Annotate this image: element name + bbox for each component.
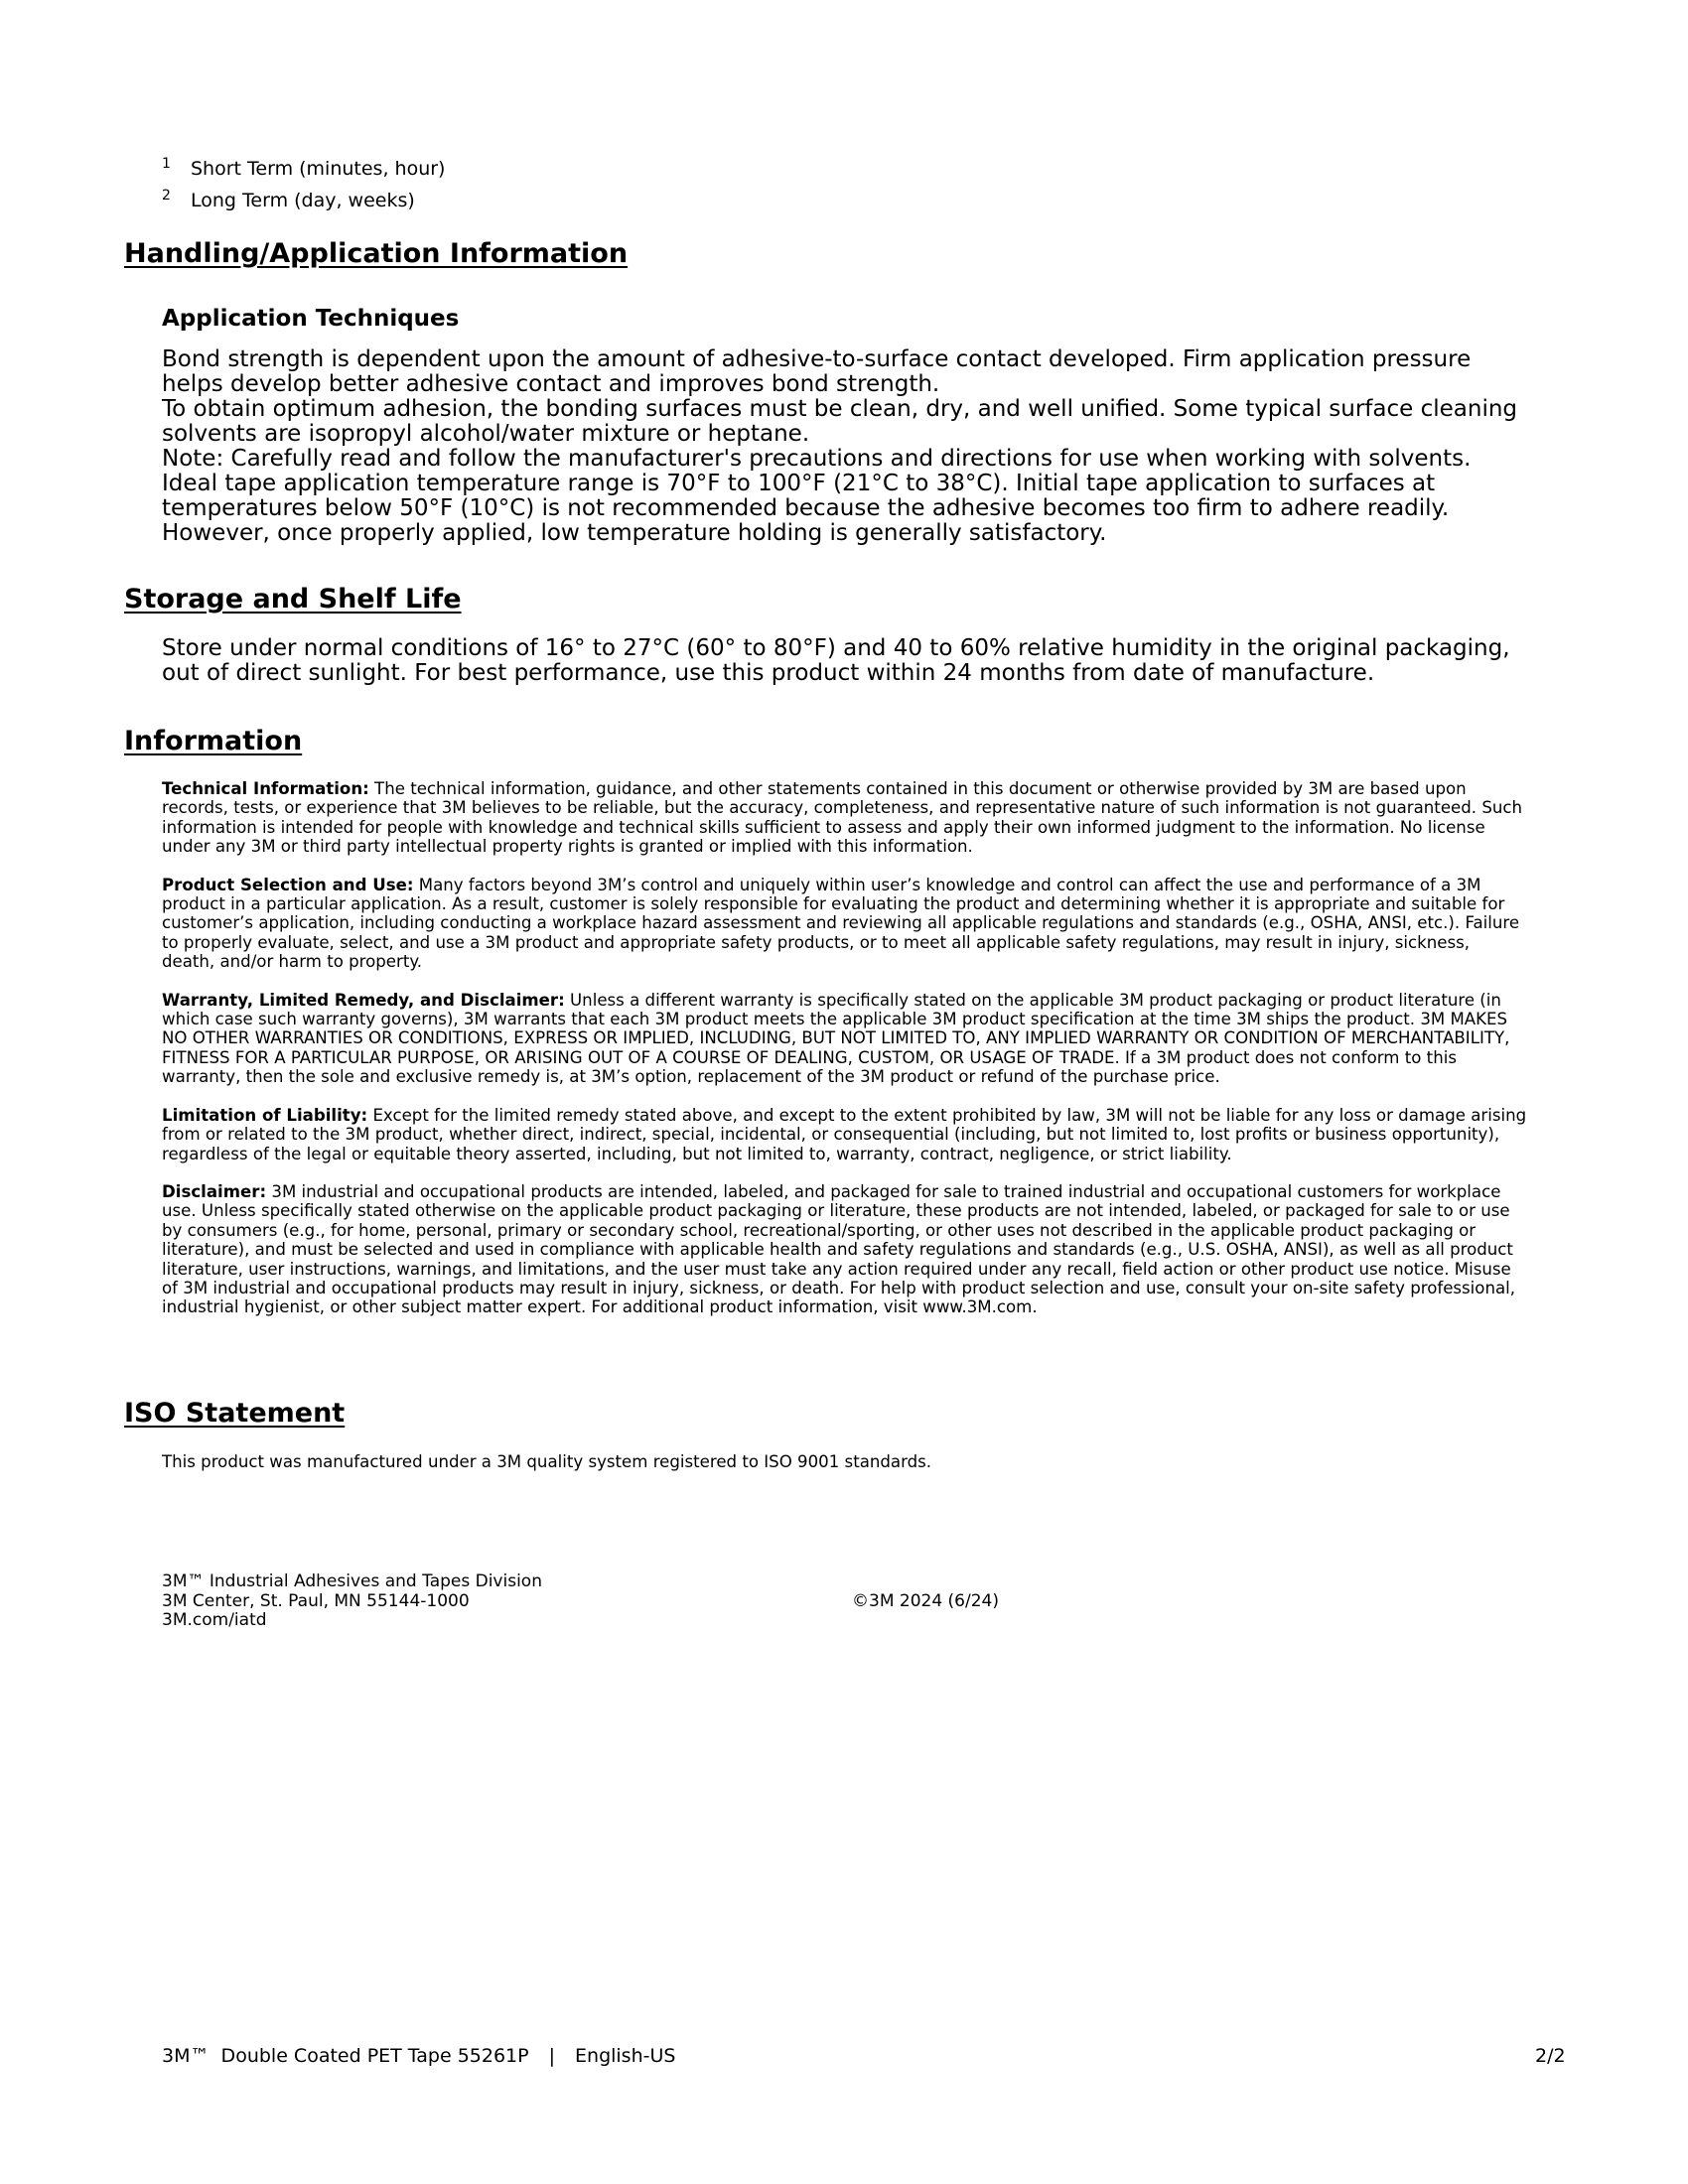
footnotes xyxy=(162,153,445,216)
info-lead: Limitation of Liability: xyxy=(162,1105,368,1125)
info-paragraph xyxy=(162,1106,1527,1163)
address-line: 3M Center, St. Paul, MN 55144-1000 xyxy=(162,1590,470,1611)
page-footer xyxy=(162,2045,675,2067)
paragraph: Note: Carefully read and follow the manufacturer's precautions and directions for use when working with solvents. xyxy=(162,446,1472,472)
address-line: 3M.com/iatd xyxy=(162,1610,267,1630)
paragraph: Store under normal conditions of 16° to 27°C (60° to 80°F) and 40 to 60% relative humidity in the original packaging, out of direct sunlight. For best performance, use this product within 24 months from date of manufacture. xyxy=(162,635,1510,686)
paragraph: Ideal tape application temperature range is 70°F to 100°F (21°C to 38°C). Initial tape application to surfaces at temperatures below 50°F (10°C) is not recommended because the adhesive becomes too firm to adhere readily. However, once properly applied, low temperature holding is generally satisfactory. xyxy=(162,471,1450,546)
footnote xyxy=(162,185,445,216)
info-paragraph xyxy=(162,876,1527,972)
paragraph: To obtain optimum adhesion, the bonding surfaces must be clean, dry, and well unified. Some typical surface cleaning solvents are isopropyl alcohol/water mixture or heptane. xyxy=(162,396,1518,447)
information-text xyxy=(162,779,1527,1336)
handling-heading: Handling/Application Information xyxy=(124,238,629,269)
iso-heading: ISO Statement xyxy=(124,1398,346,1429)
footnote xyxy=(162,153,445,185)
division-address xyxy=(162,1572,542,1631)
info-lead: Disclaimer: xyxy=(162,1181,267,1201)
paragraph: Bond strength is dependent upon the amount of adhesive-to-surface contact developed. Firm application pressure helps develop better adhesive contact and improves bond strength. xyxy=(162,346,1472,397)
info-lead: Technical Information: xyxy=(162,779,369,798)
info-paragraph xyxy=(162,779,1527,857)
storage-text xyxy=(162,636,1522,686)
footer-separator: | xyxy=(548,2045,556,2067)
info-body: 3M industrial and occupational products are intended, labeled, and packaged for sale to trained industrial and occupational customers for workplace use. Unless specifically stated otherwise on the applicable product packaging or literature, these products are not intended, labeled, or packaged for sale to or use by consumers (e.g., for home, personal, primary or secondary school, recreational/sporting, or other uses not described in the applicable product packaging or literature), and must be selected and used in compliance with applicable health and safety regulations and standards (e.g., U.S. OSHA, ANSI), as well as all product literature, user instructions, warnings, and limitations, and the user must take any action required under any recall, field action or other product use notice. Misuse of 3M industrial and occupational products may result in injury, sickness, or death. For help with product selection and use, consult your on-site safety professional, industrial hygienist, or other subject matter expert. For additional product information, visit www.3M.com. xyxy=(162,1181,1516,1317)
information-heading: Information xyxy=(124,726,303,756)
info-lead: Warranty, Limited Remedy, and Disclaimer: xyxy=(162,990,565,1010)
footer-product: 3M™ Double Coated PET Tape 55261P xyxy=(162,2045,529,2067)
application-techniques-subheading: Application Techniques xyxy=(162,306,460,332)
address-line: 3M™ Industrial Adhesives and Tapes Division xyxy=(162,1571,542,1591)
footnote-text: Long Term (day, weeks) xyxy=(191,190,415,211)
iso-text: This product was manufactured under a 3M quality system registered to ISO 9001 standards. xyxy=(162,1452,932,1471)
copyright: ©3M 2024 (6/24) xyxy=(852,1591,999,1611)
info-body: Unless a different warranty is specifically stated on the applicable 3M product packaging or product literature (in which case such warranty governs), 3M warrants that each 3M product meets the applicable 3M product specification at the time 3M ships the product. 3M MAKES NO OTHER WARRANTIES OR CONDITIONS, EXPRESS OR IMPLIED, INCLUDING, BUT NOT LIMITED TO, ANY IMPLIED WARRANTY OR CONDITION OF MERCHANTABILITY, FITNESS FOR A PARTICULAR PURPOSE, OR ARISING OUT OF A COURSE OF DEALING, CUSTOM, OR USAGE OF TRADE. If a 3M product does not conform to this warranty, then the sole and exclusive remedy is, at 3M’s option, replacement of the 3M product or refund of the purchase price. xyxy=(162,990,1510,1087)
footnote-text: Short Term (minutes, hour) xyxy=(191,158,446,180)
info-paragraph xyxy=(162,1182,1527,1317)
footer-language: English-US xyxy=(575,2045,676,2067)
application-techniques-text xyxy=(162,347,1522,546)
info-lead: Product Selection and Use: xyxy=(162,875,414,894)
footnote-mark: 2 xyxy=(162,188,171,204)
info-body: Except for the limited remedy stated above, and except to the extent prohibited by law, 3M will not be liable for any loss or damage arising from or related to the 3M product, whether direct, indirect, special, incidental, or consequential (including, but not limited to, lost profits or business opportunity), regardless of the legal or equitable theory asserted, including, but not limited to, warranty, contract, negligence, or strict liability. xyxy=(162,1105,1527,1163)
info-body: The technical information, guidance, and other statements contained in this document or otherwise provided by 3M are based upon records, tests, or experience that 3M believes to be reliable, but the accuracy, completeness, and representative nature of such information is not guaranteed. Such information is intended for people with knowledge and technical skills sufficient to assess and apply their own informed judgment to the information. No license under any 3M or third party intellectual property rights is granted or implied with this information. xyxy=(162,779,1523,857)
page-number: 2/2 xyxy=(1535,2045,1566,2067)
info-paragraph xyxy=(162,991,1527,1087)
storage-heading: Storage and Shelf Life xyxy=(124,584,462,614)
info-body: Many factors beyond 3M’s control and uniquely within user’s knowledge and control can affect the use and performance of a 3M product in a particular application. As a result, customer is solely responsible for evaluating the product and determining whether it is appropriate and suitable for customer’s application, including conducting a workplace hazard assessment and reviewing all applicable regulations and standards (e.g., OSHA, ANSI, etc.). Failure to properly evaluate, select, and use a 3M product and appropriate safety products, or to meet all applicable safety regulations, may result in injury, sickness, death, and/or harm to property. xyxy=(162,875,1520,972)
footnote-mark: 1 xyxy=(162,156,171,172)
